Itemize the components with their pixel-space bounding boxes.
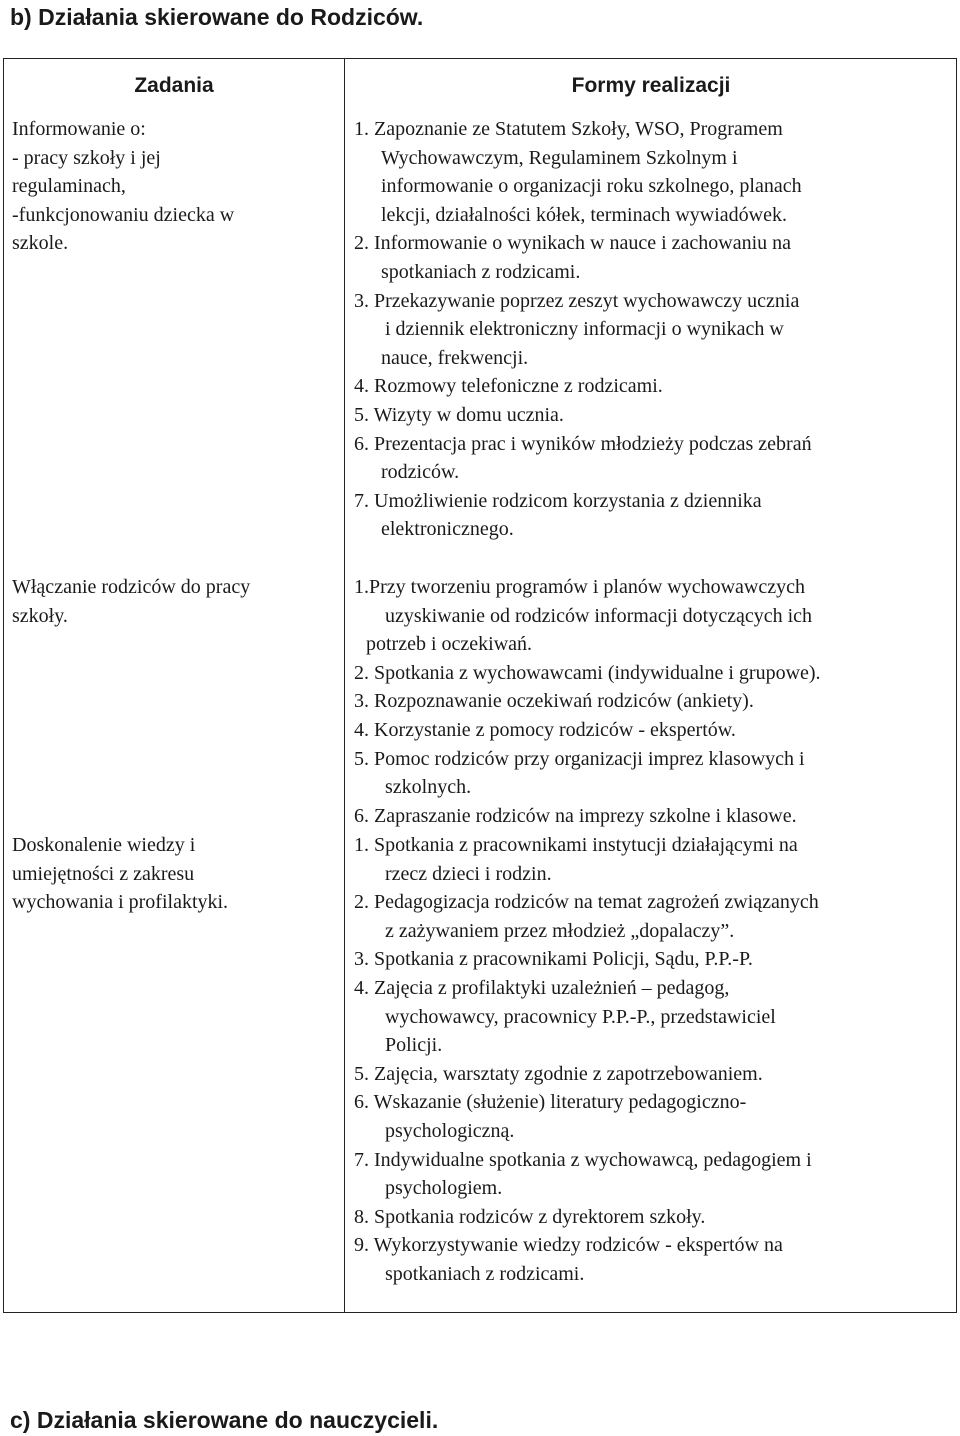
task-line: szkole.: [12, 232, 69, 255]
parents-actions-table: [3, 58, 957, 1313]
task-line: umiejętności z zakresu: [12, 862, 195, 885]
form-line: psychologiem.: [385, 1177, 503, 1200]
form-line: 1.Przy tworzeniu programów i planów wychowawczych: [354, 576, 805, 598]
task-line: - pracy szkoły i jej: [12, 146, 161, 169]
form-line: 8. Spotkania rodziców z dyrektorem szkoły.: [354, 1205, 706, 1228]
form-line: szkolnych.: [385, 776, 472, 799]
form-line: 5. Pomoc rodziców przy organizacji imprez klasowych i: [354, 747, 805, 770]
form-line: 2. Spotkania z wychowawcami (indywidualne i grupowe).: [354, 661, 821, 684]
form-line: 4. Zajęcia z profilaktyki uzależnień – pedagog,: [354, 976, 730, 999]
form-line: elektronicznego.: [381, 518, 514, 541]
task-line: regulaminach,: [12, 175, 126, 198]
form-line: 6. Zapraszanie rodziców na imprezy szkolne i klasowe.: [354, 804, 797, 827]
form-line: potrzeb i oczekiwań.: [366, 633, 533, 656]
form-line: rzecz dzieci i rodzin.: [385, 862, 552, 885]
form-line: rodziców.: [381, 461, 460, 484]
form-line: Wychowawczym, Regulaminem Szkolnym i: [381, 146, 738, 169]
form-line: 2. Pedagogizacja rodziców na temat zagrożeń związanych: [354, 891, 819, 914]
task-line: szkoły.: [12, 604, 68, 627]
form-line: 7. Indywidualne spotkania z wychowawcą, pedagogiem i: [354, 1148, 812, 1171]
form-line: 1. Zapoznanie ze Statutem Szkoły, WSO, Programem: [354, 118, 783, 140]
section-c-heading: c) Działania skierowane do nauczycieli.: [10, 1407, 439, 1433]
column-header-forms: Formy realizacji: [571, 74, 731, 97]
form-line: 4. Korzystanie z pomocy rodziców - ekspertów.: [354, 718, 736, 741]
row-1-forms-cell: [4, 115, 812, 544]
form-line: Policji.: [385, 1034, 443, 1057]
form-line: nauce, frekwencji.: [381, 346, 529, 369]
section-b-heading: b) Działania skierowane do Rodziców.: [10, 4, 424, 30]
row-3-forms-cell: [4, 831, 819, 1289]
task-line: Włączanie rodziców do pracy: [12, 576, 251, 598]
form-line: 5. Wizyty w domu ucznia.: [354, 403, 564, 426]
column-header-tasks: Zadania: [134, 74, 214, 97]
form-line: z zażywaniem przez młodzież „dopalaczy”.: [385, 919, 735, 942]
form-line: 6. Prezentacja prac i wyników młodzieży podczas zebrań: [354, 432, 812, 455]
form-line: 9. Wykorzystywanie wiedzy rodziców - ekspertów na: [354, 1234, 783, 1257]
form-line: spotkaniach z rodzicami.: [381, 260, 581, 283]
form-line: psychologiczną.: [385, 1119, 515, 1142]
form-line: wychowawcy, pracownicy P.P.-P., przedstawiciel: [385, 1005, 776, 1028]
row-2-forms-cell: [4, 573, 821, 830]
form-line: spotkaniach z rodzicami.: [385, 1262, 585, 1285]
task-line: -funkcjonowaniu dziecka w: [12, 203, 235, 226]
form-line: 3. Spotkania z pracownikami Policji, Sądu, P.P.-P.: [354, 948, 753, 971]
form-line: uzyskiwanie od rodziców informacji dotyczących ich: [385, 604, 813, 627]
form-line: 6. Wskazanie (służenie) literatury pedagogiczno-: [354, 1091, 747, 1114]
task-line: Informowanie o:: [12, 118, 146, 140]
form-line: informowanie o organizacji roku szkolnego, planach: [381, 175, 802, 198]
task-line: Doskonalenie wiedzy i: [12, 834, 196, 856]
form-line: 3. Rozpoznawanie oczekiwań rodziców (ankiety).: [354, 690, 754, 713]
form-line: 5. Zajęcia, warsztaty zgodnie z zapotrzebowaniem.: [354, 1062, 763, 1085]
form-line: 1. Spotkania z pracownikami instytucji działającymi na: [354, 834, 798, 856]
form-line: 7. Umożliwienie rodzicom korzystania z dziennika: [354, 489, 762, 512]
form-line: 2. Informowanie o wynikach w nauce i zachowaniu na: [354, 232, 792, 255]
task-line: wychowania i profilaktyki.: [12, 891, 229, 914]
form-line: i dziennik elektroniczny informacji o wynikach w: [385, 318, 784, 341]
form-line: 3. Przekazywanie poprzez zeszyt wychowawczy ucznia: [354, 289, 800, 312]
form-line: 4. Rozmowy telefoniczne z rodzicami.: [354, 375, 663, 398]
form-line: lekcji, działalności kółek, terminach wywiadówek.: [381, 203, 787, 226]
